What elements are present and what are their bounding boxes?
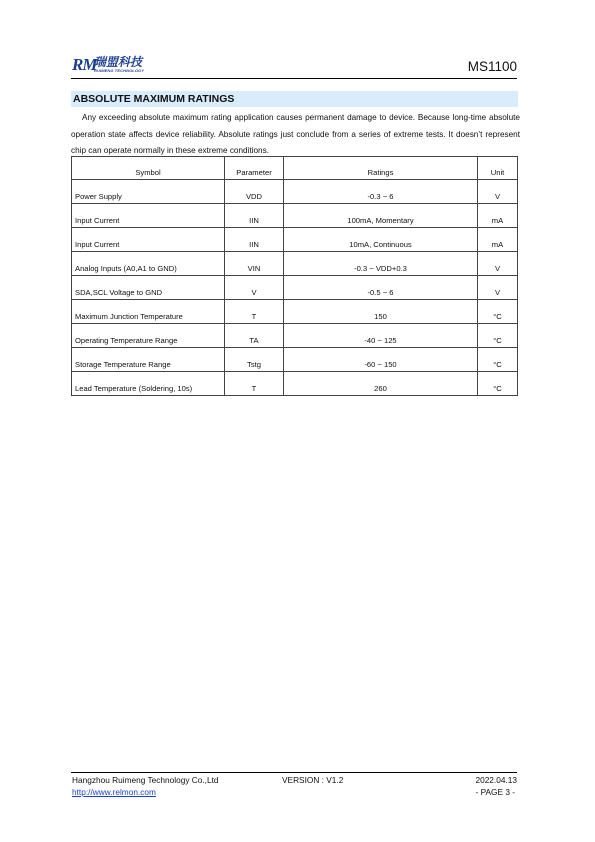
cell-symbol: Operating Temperature Range <box>72 324 225 348</box>
cell-unit: V <box>478 252 518 276</box>
cell-ratings: -40 ~ 125 <box>284 324 478 348</box>
cell-parameter: IIN <box>225 204 284 228</box>
company-logo <box>72 56 152 76</box>
logo-mark: RM <box>72 55 97 74</box>
table-row <box>72 276 518 300</box>
cell-unit: °C <box>478 324 518 348</box>
cell-symbol: Lead Temperature (Soldering, 10s) <box>72 372 225 396</box>
cell-ratings: -0.3 ~ 6 <box>284 180 478 204</box>
footer-version: VERSION : V1.2 <box>282 775 344 785</box>
logo-english-name: RUIMENG TECHNOLOGY <box>94 68 145 73</box>
cell-unit: mA <box>478 204 518 228</box>
logo-chinese-name: 瑞盟科技 <box>94 55 143 69</box>
cell-unit: V <box>478 276 518 300</box>
footer-divider <box>71 772 517 773</box>
cell-unit: °C <box>478 348 518 372</box>
header-parameter: Parameter <box>225 157 284 180</box>
cell-ratings: -0.3 ~ VDD+0.3 <box>284 252 478 276</box>
cell-unit: V <box>478 180 518 204</box>
cell-ratings: 150 <box>284 300 478 324</box>
cell-ratings: 10mA, Continuous <box>284 228 478 252</box>
cell-ratings: -60 ~ 150 <box>284 348 478 372</box>
table-row <box>72 372 518 396</box>
table-row <box>72 204 518 228</box>
header-divider <box>71 78 517 79</box>
cell-symbol: Analog Inputs (A0,A1 to GND) <box>72 252 225 276</box>
absolute-ratings-table <box>71 156 518 396</box>
cell-symbol: SDA,SCL Voltage to GND <box>72 276 225 300</box>
header-symbol: Symbol <box>72 157 225 180</box>
table-row <box>72 252 518 276</box>
cell-parameter: V <box>225 276 284 300</box>
section-title: ABSOLUTE MAXIMUM RATINGS <box>73 93 235 105</box>
cell-parameter: VDD <box>225 180 284 204</box>
cell-symbol: Input Current <box>72 228 225 252</box>
cell-parameter: VIN <box>225 252 284 276</box>
footer-company: Hangzhou Ruimeng Technology Co.,Ltd <box>72 775 219 785</box>
table-row <box>72 228 518 252</box>
footer-website-link[interactable]: http://www.relmon.com <box>72 787 156 797</box>
cell-symbol: Maximum Junction Temperature <box>72 300 225 324</box>
cell-parameter: Tstg <box>225 348 284 372</box>
cell-parameter: T <box>225 372 284 396</box>
cell-ratings: -0.5 ~ 6 <box>284 276 478 300</box>
table-row <box>72 180 518 204</box>
table-row <box>72 348 518 372</box>
header-unit: Unit <box>478 157 518 180</box>
table-header-row <box>72 157 518 180</box>
cell-ratings: 260 <box>284 372 478 396</box>
header-ratings: Ratings <box>284 157 478 180</box>
cell-unit: °C <box>478 372 518 396</box>
section-heading-bar <box>71 91 518 107</box>
footer-date: 2022.04.13 <box>475 775 517 785</box>
cell-parameter: IIN <box>225 228 284 252</box>
cell-parameter: TA <box>225 324 284 348</box>
footer-page-number: - PAGE 3 - <box>475 787 515 797</box>
cell-unit: mA <box>478 228 518 252</box>
cell-symbol: Input Current <box>72 204 225 228</box>
table-row <box>72 324 518 348</box>
intro-paragraph: Any exceeding absolute maximum rating application causes permanent damage to device. Because long-time absolute operation state affects device reliability. Absolute ratings just conclude from a series of extreme tests. It doesn’t represent chip can operate normally in these extreme conditions. <box>71 113 520 155</box>
cell-parameter: T <box>225 300 284 324</box>
cell-symbol: Storage Temperature Range <box>72 348 225 372</box>
table-row <box>72 300 518 324</box>
cell-symbol: Power Supply <box>72 180 225 204</box>
cell-ratings: 100mA, Momentary <box>284 204 478 228</box>
document-title: MS1100 <box>467 59 517 74</box>
cell-unit: °C <box>478 300 518 324</box>
